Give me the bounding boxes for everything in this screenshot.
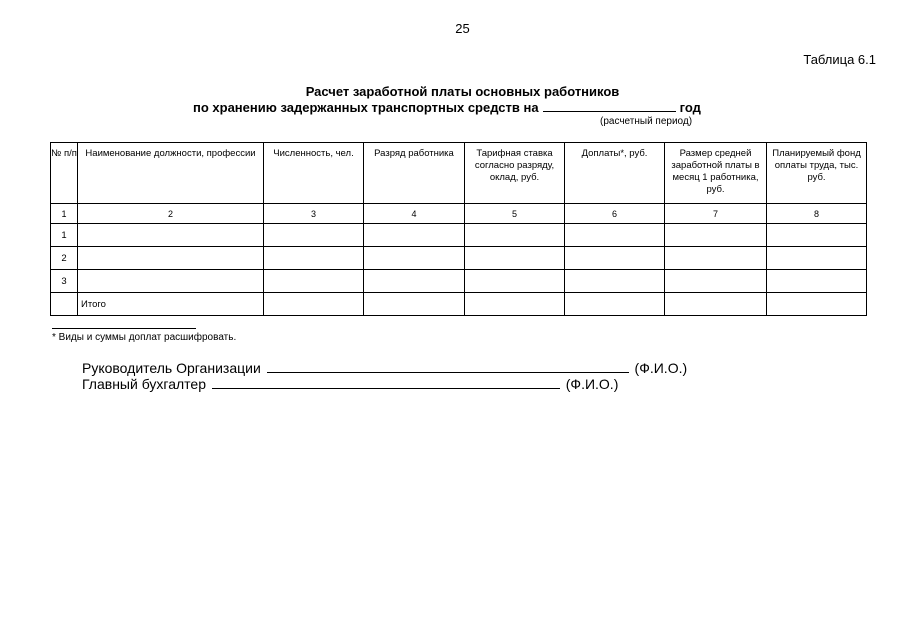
header-cell-planned-fund: Планируемый фонд оплаты труда, тыс. руб.: [767, 143, 867, 204]
title-line-2-prefix: по хранению задержанных транспортных средств на: [193, 100, 539, 115]
signature-suffix: (Ф.И.О.): [565, 376, 619, 392]
column-number: 4: [364, 204, 465, 224]
table-cell: [767, 270, 867, 293]
signature-label: Руководитель Организации: [82, 360, 261, 376]
column-number: 1: [51, 204, 78, 224]
table-cell: [264, 247, 364, 270]
table-cell: [465, 293, 565, 316]
salary-calculation-table: [50, 142, 867, 316]
header-cell-tariff-rate: Тарифная ставка согласно разряду, оклад, руб.: [465, 143, 565, 204]
header-cell-grade: Разряд работника: [364, 143, 465, 204]
table-cell: [264, 224, 364, 247]
footnote: * Виды и суммы доплат расшифровать.: [52, 332, 237, 343]
table-cell: [465, 224, 565, 247]
table-cell: [264, 270, 364, 293]
column-number: 5: [465, 204, 565, 224]
page-number: 25: [455, 21, 470, 36]
table-label: Таблица 6.1: [803, 52, 876, 67]
signature-label: Главный бухгалтер: [82, 376, 206, 392]
table-cell: [78, 270, 264, 293]
signature-suffix: (Ф.И.О.): [634, 360, 688, 376]
column-number-row: [51, 204, 867, 224]
table-cell: [665, 224, 767, 247]
table-cell: [264, 293, 364, 316]
column-number: 7: [665, 204, 767, 224]
document-title-line-2: [193, 100, 701, 115]
period-caption: (расчетный период): [600, 116, 693, 127]
period-blank-line: [543, 110, 676, 112]
header-cell-headcount: Численность, чел.: [264, 143, 364, 204]
column-number: 2: [78, 204, 264, 224]
row-index: 3: [51, 270, 78, 293]
row-index: 1: [51, 224, 78, 247]
signature-line-accountant: [82, 376, 618, 392]
header-cell-index: № п/п: [51, 143, 78, 204]
table-cell: [565, 224, 665, 247]
column-number: 3: [264, 204, 364, 224]
table-cell: [465, 247, 565, 270]
table-cell: [565, 293, 665, 316]
table-row: [51, 224, 867, 247]
table-cell: [364, 270, 465, 293]
document-title-line-1: Расчет заработной платы основных работников: [305, 84, 620, 99]
header-cell-position: Наименование должности, профессии: [78, 143, 264, 204]
table-cell: [565, 270, 665, 293]
table-cell: [78, 224, 264, 247]
signature-blank-line: [267, 371, 629, 373]
table-row: [51, 270, 867, 293]
column-number: 6: [565, 204, 665, 224]
header-cell-average-salary: Размер средней заработной платы в месяц 1 работника, руб.: [665, 143, 767, 204]
total-label: Итого: [78, 293, 264, 316]
table-cell: [465, 270, 565, 293]
footnote-separator: [52, 328, 196, 329]
table-cell: [364, 247, 465, 270]
table-cell: [767, 293, 867, 316]
table-cell: [565, 247, 665, 270]
table-cell: [364, 293, 465, 316]
table-total-row: [51, 293, 867, 316]
table-cell: [364, 224, 465, 247]
row-index: 2: [51, 247, 78, 270]
table-cell: [51, 293, 78, 316]
table-cell: [665, 270, 767, 293]
header-cell-surcharges: Доплаты*, руб.: [565, 143, 665, 204]
table-cell: [767, 247, 867, 270]
signature-blank-line: [212, 387, 560, 389]
table-cell: [767, 224, 867, 247]
title-line-2-suffix: год: [679, 100, 701, 115]
table-header-row: [51, 143, 867, 204]
column-number: 8: [767, 204, 867, 224]
table-row: [51, 247, 867, 270]
signature-line-head: [82, 360, 687, 376]
table-cell: [665, 247, 767, 270]
table-cell: [78, 247, 264, 270]
table-cell: [665, 293, 767, 316]
